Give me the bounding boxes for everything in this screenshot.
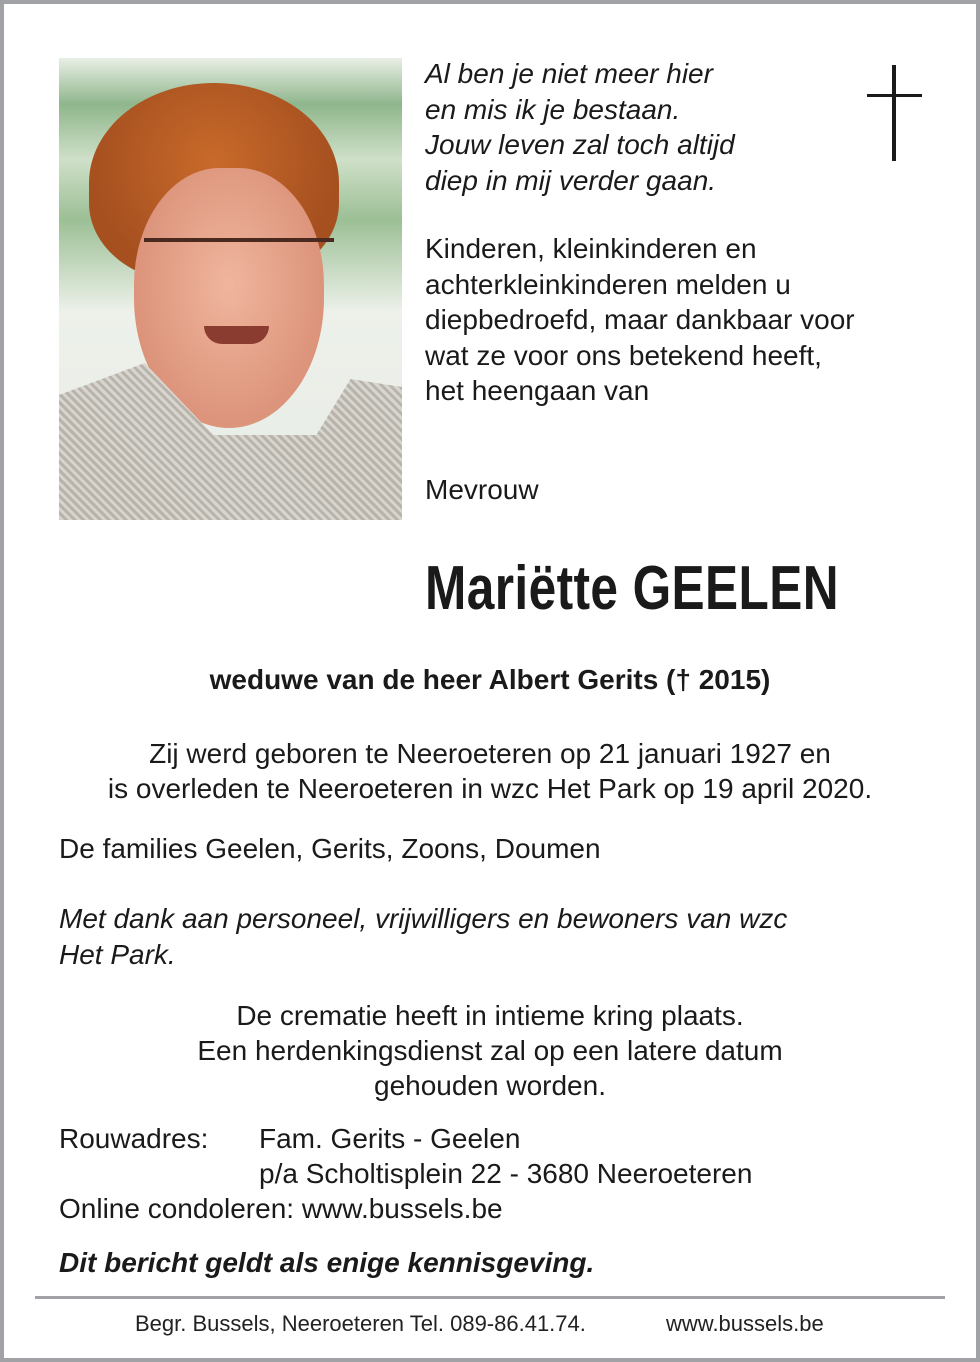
notice: Dit bericht geldt als enige kennisgeving. bbox=[59, 1247, 595, 1278]
poem bbox=[425, 56, 735, 198]
poem-line: Jouw leven zal toch altijd bbox=[425, 129, 735, 160]
address-label: Rouwadres: bbox=[59, 1123, 209, 1154]
birth-line: Zij werd geboren te Neeroeteren op 21 januari 1927 en bbox=[149, 738, 831, 769]
death-line: is overleden te Neeroeteren in wzc Het Park op 19 april 2020. bbox=[107, 773, 873, 804]
salutation: Mevrouw bbox=[425, 474, 539, 505]
announcement-line: diepbedroefd, maar dankbaar voor bbox=[425, 304, 855, 335]
footer-company: Begr. Bussels, Neeroeteren Tel. 089-86.41.74. bbox=[135, 1311, 586, 1336]
poem-line: diep in mij verder gaan. bbox=[425, 164, 717, 196]
life-dates bbox=[4, 736, 976, 806]
thanks-line: Het Park. bbox=[59, 938, 176, 970]
ceremony-line: De crematie heeft in intieme kring plaats. bbox=[236, 1000, 744, 1031]
widow-line: weduwe van de heer Albert Gerits († 2015) bbox=[209, 664, 771, 695]
ceremony-line: gehouden worden. bbox=[374, 1070, 606, 1101]
address-line: p/a Scholtisplein 22 - 3680 Neeroeteren bbox=[259, 1158, 753, 1189]
poem-line: Al ben je niet meer hier bbox=[425, 58, 713, 89]
announcement-line: het heengaan van bbox=[425, 375, 650, 406]
announcement-line: Kinderen, kleinkinderen en bbox=[425, 233, 757, 264]
latin-cross-icon bbox=[867, 65, 922, 161]
announcement-line: wat ze voor ons betekend heeft, bbox=[425, 339, 822, 371]
obituary-card bbox=[4, 4, 976, 1358]
families: De families Geelen, Gerits, Zoons, Doumen bbox=[59, 833, 601, 864]
portrait-photo bbox=[59, 58, 402, 520]
thanks bbox=[59, 901, 787, 972]
online-condolences: Online condoleren: www.bussels.be bbox=[59, 1193, 503, 1224]
footer-website: www.bussels.be bbox=[666, 1311, 824, 1336]
poem-line: en mis ik je bestaan. bbox=[425, 93, 681, 125]
divider bbox=[35, 1296, 945, 1299]
ceremony bbox=[4, 998, 976, 1103]
deceased-name: Mariëtte GEELEN bbox=[425, 554, 839, 623]
announcement bbox=[425, 231, 855, 409]
announcement-line: achterkleinkinderen melden u bbox=[425, 268, 791, 300]
address-line: Fam. Gerits - Geelen bbox=[259, 1123, 521, 1154]
ceremony-line: Een herdenkingsdienst zal op een latere datum bbox=[197, 1035, 783, 1066]
thanks-line: Met dank aan personeel, vrijwilligers en bewoners van wzc bbox=[59, 903, 788, 934]
